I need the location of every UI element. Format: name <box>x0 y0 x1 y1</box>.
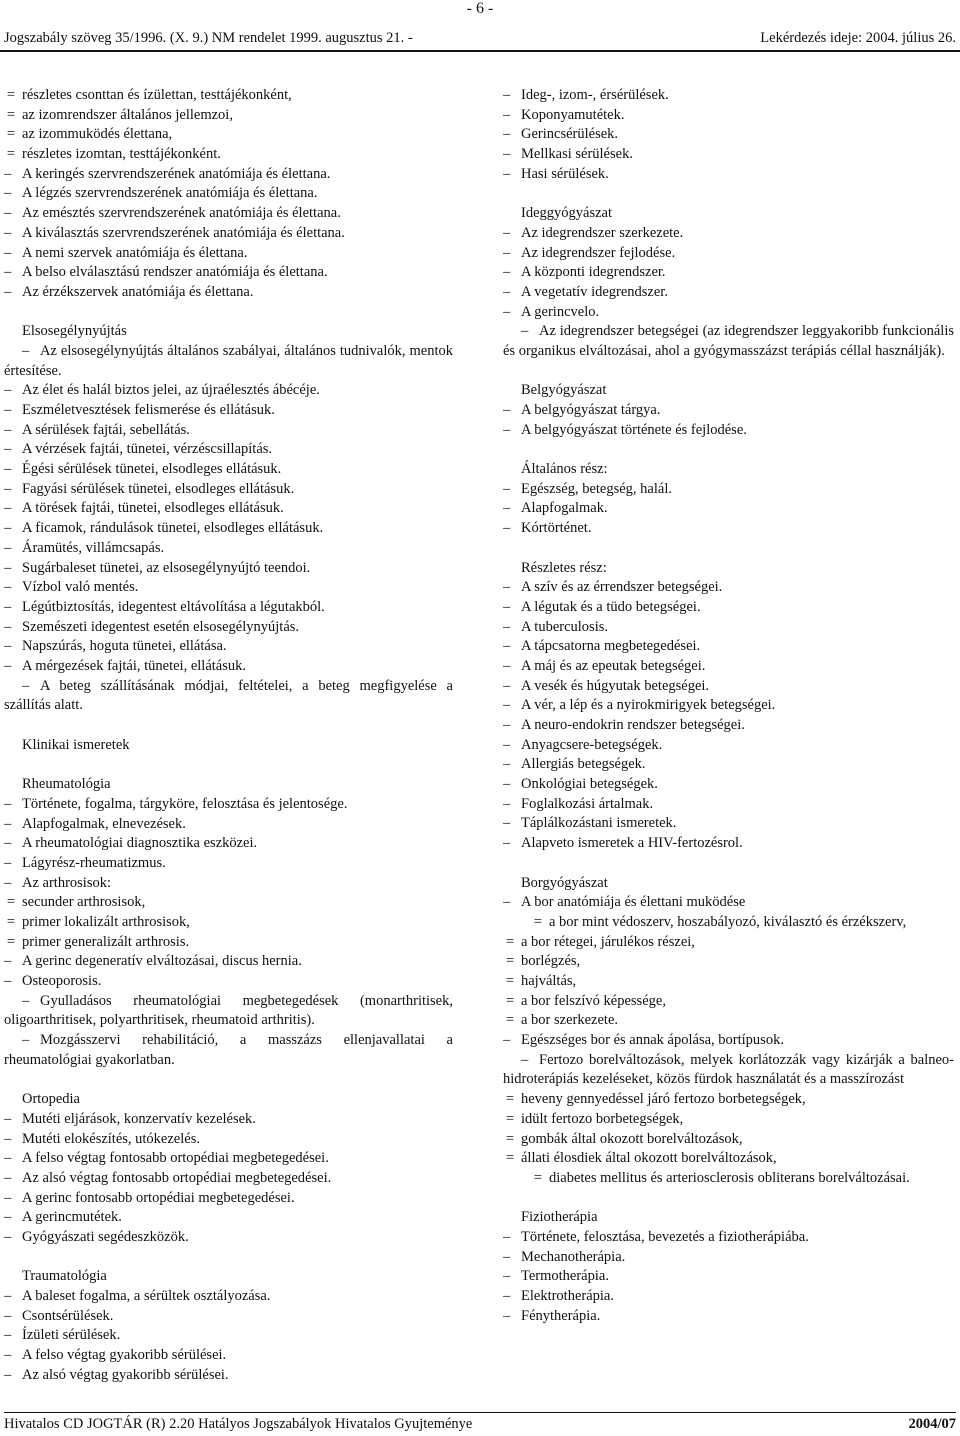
header-rule <box>0 50 960 52</box>
dash-list-item: – A tápcsatorna megbetegedései. <box>503 637 954 657</box>
section-heading: Elsosegélynyújtás <box>22 323 127 340</box>
dash-paragraph: – Mozgásszervi rehabilitáció, a masszázs ellenjavallatai a rheumatológiai gyakorlatban. <box>4 1031 453 1070</box>
equals-list-item: = primer lokalizált arthrosisok, <box>4 913 453 933</box>
dash-list-item: – Mutéti eljárások, konzervatív kezelések. <box>4 1110 453 1130</box>
section-heading: Ideggyógyászat <box>521 205 612 222</box>
dash-list-item: – Áramütés, villámcsapás. <box>4 539 453 559</box>
equals-list-item: = primer generalizált arthrosis. <box>4 933 453 953</box>
dash-list-item: – Gerincsérülések. <box>503 125 954 145</box>
dash-list-item: – Az alsó végtag fontosabb ortopédiai megbetegedései. <box>4 1169 453 1189</box>
section-spacer <box>503 362 954 382</box>
equals-list-item: = secunder arthrosisok, <box>4 893 453 913</box>
dash-list-item: – Gyógyászati segédeszközök. <box>4 1228 453 1248</box>
section-spacer <box>4 716 453 736</box>
dash-paragraph: – Gyulladásos rheumatológiai megbetegedések (monarthritisek, oligoarthritisek, polyarthritisek, rheumatoid arthritis). <box>4 992 453 1031</box>
dash-paragraph: – A beteg szállításának módjai, feltételei, a beteg megfigyelése a szállítás alatt. <box>4 677 453 716</box>
dash-list-item: – Az érzékszervek anatómiája és élettana. <box>4 283 453 303</box>
dash-list-item: – A belgyógyászat tárgya. <box>503 401 954 421</box>
dash-list-item: – A vesék és húgyutak betegségei. <box>503 677 954 697</box>
dash-list-item: – Allergiás betegségek. <box>503 755 954 775</box>
section-heading: Általános rész: <box>521 461 608 478</box>
section-spacer <box>4 303 453 323</box>
header-document-reference: Jogszabály szöveg 35/1996. (X. 9.) NM rendelet 1999. augusztus 21. - <box>4 30 413 46</box>
dash-list-item: – A vegetatív idegrendszer. <box>503 283 954 303</box>
dash-list-item: – Égési sérülések tünetei, elsodleges ellátásuk. <box>4 460 453 480</box>
dash-list-item: – Vízbol való mentés. <box>4 578 453 598</box>
dash-list-item: – Hasi sérülések. <box>503 165 954 185</box>
running-header <box>4 28 956 48</box>
dash-list-item: – Alapfogalmak, elnevezések. <box>4 815 453 835</box>
dash-list-item: – Fénytherápia. <box>503 1307 954 1327</box>
page-number: - 6 - <box>466 0 494 17</box>
dash-list-item: – A felso végtag gyakoribb sérülései. <box>4 1346 453 1366</box>
equals-list-item: = a bor szerkezete. <box>503 1011 954 1031</box>
dash-list-item: – Foglalkozási ártalmak. <box>503 795 954 815</box>
section-spacer <box>503 854 954 874</box>
footer-publisher: Hivatalos CD JOGTÁR (R) 2.20 Hatályos Jogszabályok Hivatalos Gyujteménye <box>4 1416 473 1432</box>
dash-list-item: – A törések fajtái, tünetei, elsodleges ellátásuk. <box>4 499 453 519</box>
equals-list-item: = állati élosdiek által okozott borelváltozások, <box>503 1149 954 1169</box>
dash-list-item: – A sérülések fajtái, sebellátás. <box>4 421 453 441</box>
dash-list-item: – A keringés szervrendszerének anatómiája és élettana. <box>4 165 453 185</box>
dash-list-item: – Alapveto ismeretek a HIV-fertozésrol. <box>503 834 954 854</box>
dash-list-item: – A tuberculosis. <box>503 618 954 638</box>
dash-list-item: – Elektrotherápia. <box>503 1287 954 1307</box>
dash-list-item: – A vér, a lép és a nyirokmirigyek betegségei. <box>503 696 954 716</box>
section-heading: Fiziotherápia <box>521 1209 598 1226</box>
equals-list-item: = részletes csonttan és ízülettan, testtájékonként, <box>4 86 453 106</box>
equals-paragraph: = a bor mint védoszerv, hoszabályozó, kiválasztó és érzékszerv, <box>503 913 954 933</box>
equals-list-item: = a bor rétegei, járulékos részei, <box>503 933 954 953</box>
section-spacer <box>4 755 453 775</box>
dash-list-item: – Mutéti elokészítés, utókezelés. <box>4 1130 453 1150</box>
section-heading: Klinikai ismeretek <box>22 736 130 753</box>
section-spacer <box>503 539 954 559</box>
dash-list-item: – A központi idegrendszer. <box>503 263 954 283</box>
equals-list-item: = részletes izomtan, testtájékonként. <box>4 145 453 165</box>
dash-list-item: – Csontsérülések. <box>4 1307 453 1327</box>
section-heading: Ortopedia <box>22 1091 80 1108</box>
dash-list-item: – Koponyamutétek. <box>503 106 954 126</box>
dash-list-item: – Története, felosztása, bevezetés a fiziotherápiába. <box>503 1228 954 1248</box>
dash-list-item: – A gerinc fontosabb ortopédiai megbetegedései. <box>4 1189 453 1209</box>
dash-list-item: – A bor anatómiája és élettani muködése <box>503 893 954 913</box>
dash-list-item: – A mérgezések fajtái, tünetei, ellátásuk. <box>4 657 453 677</box>
dash-list-item: – A máj és az epeutak betegségei. <box>503 657 954 677</box>
dash-list-item: – A belso elválasztású rendszer anatómiája és élettana. <box>4 263 453 283</box>
dash-list-item: – Légútbiztosítás, idegentest eltávolítása a légutakból. <box>4 598 453 618</box>
dash-paragraph: – Az elsosegélynyújtás általános szabályai, általános tudnivalók, mentok értesítése. <box>4 342 453 381</box>
dash-list-item: – Alapfogalmak. <box>503 499 954 519</box>
dash-list-item: – A baleset fogalma, a sérültek osztályozása. <box>4 1287 453 1307</box>
dash-list-item: – Egészség, betegség, halál. <box>503 480 954 500</box>
equals-list-item: = idült fertozo borbetegségek, <box>503 1110 954 1130</box>
dash-list-item: – A légutak és a tüdo betegségei. <box>503 598 954 618</box>
section-heading: Rheumatológia <box>22 776 111 793</box>
equals-list-item: = heveny gennyedéssel járó fertozo borbetegségek, <box>503 1090 954 1110</box>
dash-list-item: – Az élet és halál biztos jelei, az újraélesztés ábécéje. <box>4 381 453 401</box>
section-spacer <box>4 1071 453 1091</box>
dash-list-item: – Sugárbaleset tünetei, az elsosegélynyújtó teendoi. <box>4 559 453 579</box>
dash-list-item: – A gerincvelo. <box>503 303 954 323</box>
dash-list-item: – Az arthrosisok: <box>4 874 453 894</box>
dash-list-item: – Az idegrendszer szerkezete. <box>503 224 954 244</box>
dash-list-item: – A gerinc degeneratív elváltozásai, discus hernia. <box>4 952 453 972</box>
dash-list-item: – Anyagcsere-betegségek. <box>503 736 954 756</box>
dash-list-item: – Története, fogalma, tárgyköre, felosztása és jelentosége. <box>4 795 453 815</box>
section-heading: Borgyógyászat <box>521 874 608 891</box>
dash-list-item: – Szemészeti idegentest esetén elsosegélynyújtás. <box>4 618 453 638</box>
dash-list-item: – Termotherápia. <box>503 1267 954 1287</box>
right-column <box>503 86 954 1326</box>
header-query-date: Lekérdezés ideje: 2004. július 26. <box>760 30 956 46</box>
equals-paragraph: = diabetes mellitus és arteriosclerosis obliterans borelváltozásai. <box>503 1169 954 1189</box>
dash-list-item: – Osteoporosis. <box>4 972 453 992</box>
dash-list-item: – Lágyrész-rheumatizmus. <box>4 854 453 874</box>
dash-list-item: – Az idegrendszer fejlodése. <box>503 244 954 264</box>
dash-list-item: – Kórtörténet. <box>503 519 954 539</box>
dash-list-item: – Fagyási sérülések tünetei, elsodleges ellátásuk. <box>4 480 453 500</box>
equals-list-item: = a bor felszívó képessége, <box>503 992 954 1012</box>
dash-paragraph: – Az idegrendszer betegségei (az idegrendszer leggyakoribb funkcionális és organikus elváltozásai, ahol a gyógymasszázst terápiás céllal használják). <box>503 322 954 361</box>
section-spacer <box>4 1248 453 1268</box>
dash-list-item: – A rheumatológiai diagnosztika eszközei. <box>4 834 453 854</box>
dash-list-item: – Ízületi sérülések. <box>4 1326 453 1346</box>
dash-list-item: – A neuro-endokrin rendszer betegségei. <box>503 716 954 736</box>
running-footer <box>4 1412 956 1435</box>
dash-list-item: – A belgyógyászat története és fejlodése. <box>503 421 954 441</box>
dash-list-item: – Onkológiai betegségek. <box>503 775 954 795</box>
equals-list-item: = hajváltás, <box>503 972 954 992</box>
dash-list-item: – Napszúrás, hoguta tünetei, ellátása. <box>4 637 453 657</box>
dash-list-item: – A kiválasztás szervrendszerének anatómiája és élettana. <box>4 224 453 244</box>
equals-list-item: = az izomrendszer általános jellemzoi, <box>4 106 453 126</box>
dash-list-item: – A légzés szervrendszerének anatómiája és élettana. <box>4 184 453 204</box>
dash-list-item: – A gerincmutétek. <box>4 1208 453 1228</box>
left-column <box>4 86 453 1386</box>
section-heading: Belgyógyászat <box>521 382 607 399</box>
section-spacer <box>503 184 954 204</box>
equals-list-item: = borlégzés, <box>503 952 954 972</box>
section-heading: Traumatológia <box>22 1268 107 1285</box>
dash-list-item: – Egészséges bor és annak ápolása, bortípusok. <box>503 1031 954 1051</box>
dash-list-item: – Mechanotherápia. <box>503 1248 954 1268</box>
equals-list-item: = gombák által okozott borelváltozások, <box>503 1130 954 1150</box>
dash-list-item: – Táplálkozástani ismeretek. <box>503 814 954 834</box>
dash-paragraph: – Fertozo borelváltozások, melyek korlátozzák vagy kizárják a balneo-hidroterápiás kezeléseket, közös fürdok használatát és a masszírozást <box>503 1051 954 1090</box>
dash-list-item: – Eszméletvesztések felismerése és ellátásuk. <box>4 401 453 421</box>
dash-list-item: – A vérzések fajtái, tünetei, vérzéscsillapítás. <box>4 440 453 460</box>
dash-list-item: – Mellkasi sérülések. <box>503 145 954 165</box>
footer-edition: 2004/07 <box>908 1416 956 1432</box>
dash-list-item: – A ficamok, rándulások tünetei, elsodleges ellátásuk. <box>4 519 453 539</box>
equals-list-item: = az izommuködés élettana, <box>4 125 453 145</box>
dash-list-item: – A felso végtag fontosabb ortopédiai megbetegedései. <box>4 1149 453 1169</box>
section-heading: Részletes rész: <box>521 559 607 576</box>
dash-list-item: – A nemi szervek anatómiája és élettana. <box>4 244 453 264</box>
section-spacer <box>503 1189 954 1209</box>
dash-list-item: – Ideg-, izom-, érsérülések. <box>503 86 954 106</box>
section-spacer <box>503 440 954 460</box>
dash-list-item: – Az alsó végtag gyakoribb sérülései. <box>4 1366 453 1386</box>
dash-list-item: – A szív és az érrendszer betegségei. <box>503 578 954 598</box>
dash-list-item: – Az emésztés szervrendszerének anatómiája és élettana. <box>4 204 453 224</box>
